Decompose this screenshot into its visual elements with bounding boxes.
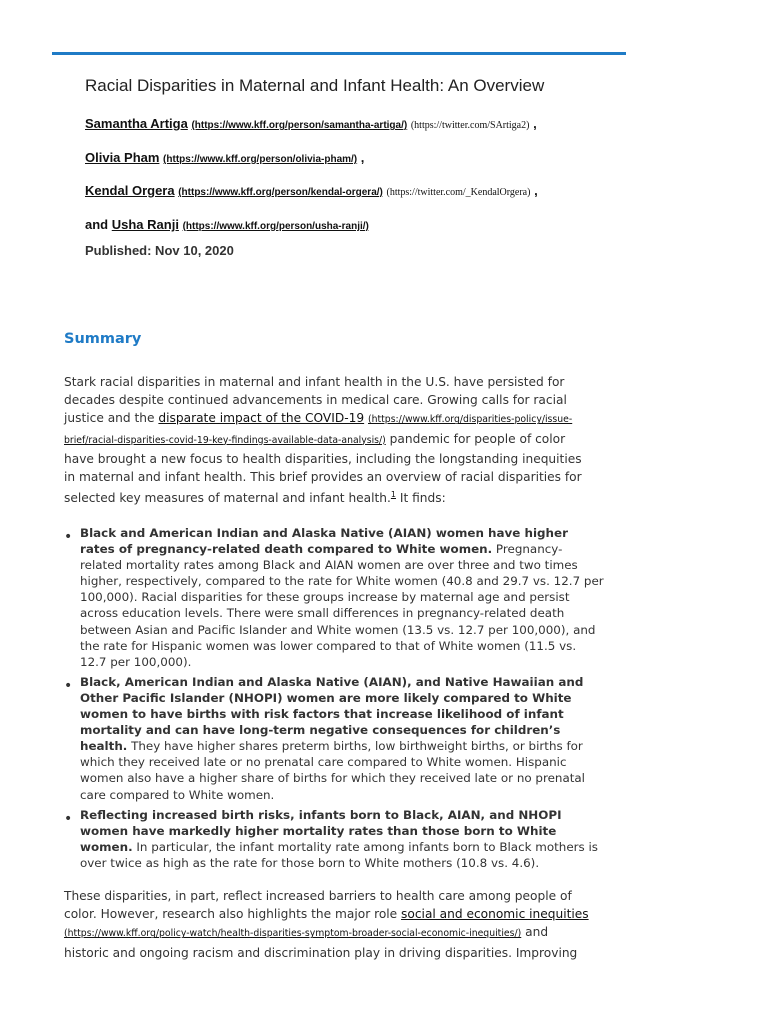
list-item [64,807,604,871]
header-divider [52,52,626,55]
closing-text: and historic and ongoing racism and discrimination play in driving disparities. Improving [64,925,578,960]
author-url-link[interactable]: (https://www.kff.org/person/usha-ranji/) [182,221,369,232]
list-item [64,674,604,803]
author-separator: , [360,150,365,165]
covid-disparities-link[interactable]: disparate impact of the COVID-19 [158,411,365,426]
bullet-icon: • [64,677,73,694]
closing-text: These disparities, in part, reflect increased barriers to health care among people of color. However, research also highlights the major role [64,889,572,922]
published-date: Published: Nov 10, 2020 [85,243,234,258]
finding-headline: Reflecting increased birth risks, infants born to Black, AIAN, and NHOPI women have markedly higher mortality rates than those born to White women. [80,807,562,854]
list-item [64,525,604,670]
bullet-icon: • [64,810,73,827]
author-line [85,116,537,131]
author-name-link[interactable]: Kendal Orgera [85,183,175,198]
footnote-link[interactable]: 1 [390,490,396,500]
author-twitter-link[interactable]: (https://twitter.com/SArtiga2) [410,120,530,131]
author-name-link[interactable]: Olivia Pham [85,150,160,165]
author-name-link[interactable]: Usha Ranji [111,217,179,232]
covid-disparities-url-link[interactable]: (https://www.kff.org/disparities-policy/issue-brief/racial-disparities-covid-19-key-findings-available-data-analysis/) [64,414,573,446]
finding-headline: Black, American Indian and Alaska Native (AIAN), and Native Hawaiian and Other Pacific Islander (NHOPI) women are more likely compared to White women to have births with risk factors that increase likelihood of infant mortality and can have long-term negative consequences for children’s health. [80,674,584,754]
intro-text: pandemic for people of color have brought a new focus to health disparities, including the longstanding inequities in maternal and infant health. This brief provides an overview of racial disparities for selected key measures of maternal and infant health. [64,431,582,506]
author-name-link[interactable]: Samantha Artiga [85,116,188,131]
author-separator: , [534,183,538,198]
author-twitter-link[interactable]: (https://twitter.com/_KendalOrgera) [386,187,531,198]
intro-text: Stark racial disparities in maternal and infant health in the U.S. have persisted for decades despite continued advancements in medical care. Growing calls for racial justice and the [64,375,567,426]
finding-detail: They have higher shares preterm births, low birthweight births, or births for which they received late or no prenatal care compared to White women. Hispanic women also have a higher share of births for which they received late or no prenatal care compared to White women. [80,739,585,802]
author-url-link[interactable]: (https://www.kff.org/person/olivia-pham/) [163,154,358,165]
intro-paragraph [64,373,594,507]
key-findings-list [64,525,604,875]
page-title: Racial Disparities in Maternal and Infant Health: An Overview [85,76,545,95]
author-line [85,183,538,198]
author-line [85,150,364,165]
summary-heading: Summary [64,331,142,347]
author-conjunction: and [85,217,109,232]
social-economic-inequities-link[interactable]: social and economic inequities [401,907,589,922]
author-url-link[interactable]: (https://www.kff.org/person/kendal-orgera/) [178,187,383,198]
bullet-icon: • [64,529,73,545]
author-line [85,217,369,232]
finding-detail: In particular, the infant mortality rate among infants born to Black mothers is over twice as high as the rate for those born to White mothers (10.8 vs. 4.6). [80,839,599,870]
intro-text: It finds: [396,491,446,506]
social-economic-inequities-url-link[interactable]: (https://www.kff.org/policy-watch/health-disparities-symptom-broader-social-economic-inequities/) [64,928,522,940]
author-url-link[interactable]: (https://www.kff.org/person/samantha-artiga/) [191,120,408,131]
finding-headline: Black and American Indian and Alaska Native (AIAN) women have higher rates of pregnancy-related death compared to White women. [80,526,568,557]
author-separator: , [533,116,537,131]
closing-paragraph [64,887,594,962]
finding-detail: Pregnancy-related mortality rates among Black and AIAN women are over three and two times higher, respectively, compared to the rate for White women (40.8 and 29.7 vs. 12.7 per 100,000). Racial disparities for these groups increase by maternal age and persist across education levels. There were small differences in pregnancy-related death between Asian and Pacific Islander and White women (13.5 vs. 12.7 per 100,000), and the rate for Hispanic women was lower compared to that of White women (11.5 vs. 12.7 per 100,000). [80,542,604,669]
